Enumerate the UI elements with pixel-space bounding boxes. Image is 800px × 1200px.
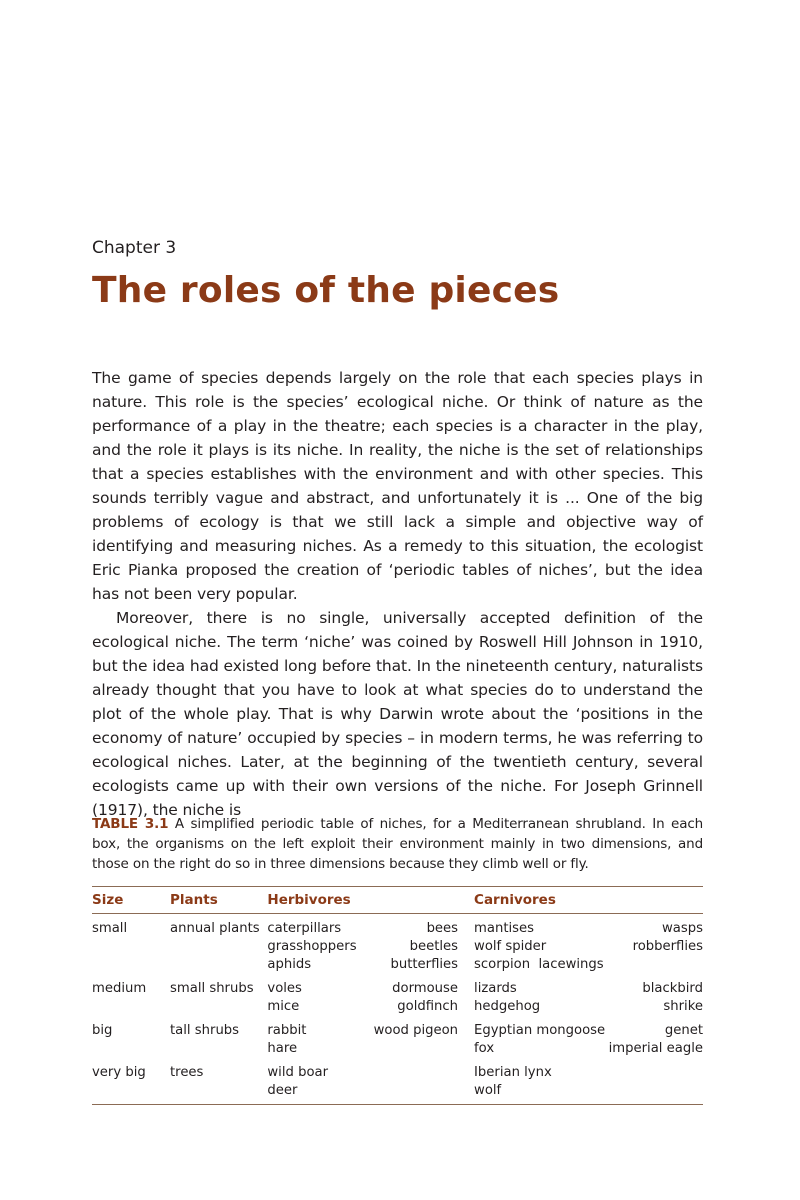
cell-herbivores-air: butterflies [390, 957, 459, 972]
cell-carnivores-ground: Egyptian mongoose [474, 1023, 606, 1038]
cell-plants: annual plants [170, 921, 260, 936]
table-row [92, 914, 703, 939]
header-size: Size [92, 887, 170, 914]
cell-herbivores-ground: aphids [267, 957, 312, 972]
cell-size: small [92, 921, 128, 936]
cell-carnivores-ground: fox [474, 1041, 495, 1056]
cell-herbivores-ground: caterpillars [267, 921, 342, 936]
table-row [92, 1040, 703, 1064]
cell-carnivores-air: genet [664, 1023, 703, 1038]
cell-carnivores-air: robberflies [632, 939, 703, 954]
cell-herbivores-air: goldfinch [397, 999, 459, 1014]
cell-herbivores-air [372, 1082, 474, 1105]
cell-herbivores-air: wood pigeon [373, 1023, 459, 1038]
cell-herbivores-air: beetles [409, 939, 459, 954]
header-plants: Plants [170, 887, 267, 914]
cell-herbivores-ground: wild boar [267, 1065, 329, 1080]
cell-size: medium [92, 981, 147, 996]
cell-plants: tall shrubs [170, 1023, 240, 1038]
cell-carnivores-air: shrike [663, 999, 703, 1014]
cell-plants: trees [170, 1065, 204, 1080]
cell-herbivores-ground: voles [267, 981, 302, 996]
cell-carnivores-ground: scorpion [474, 957, 531, 972]
header-carnivores: Carnivores [474, 887, 703, 914]
cell-carnivores-ground: wolf [474, 1082, 605, 1105]
chapter-title: The roles of the pieces [92, 270, 560, 311]
cell-herbivores-ground: deer [267, 1082, 372, 1105]
body-text [92, 366, 703, 822]
table-row [92, 998, 703, 1022]
cell-carnivores-ground: lizards [474, 981, 517, 996]
cell-carnivores-air: imperial eagle [608, 1041, 703, 1056]
cell-carnivores-air: wasps [662, 921, 703, 936]
table-row [92, 1022, 703, 1040]
cell-herbivores-ground: hare [267, 1041, 298, 1056]
cell-carnivores-air [605, 1064, 703, 1082]
table-row [92, 1082, 703, 1105]
cell-carnivores-air: lacewings [538, 957, 604, 972]
table-caption [92, 814, 703, 874]
cell-size: very big [92, 1065, 146, 1080]
paragraph-2: Moreover, there is no single, universally accepted definition of the ecological niche. The term ‘niche’ was coined by Roswell Hill Johnson in 1910, but the idea had existed long before that. In the nineteenth century, naturalists already thought that you have to look at what species do to understand the plot of the whole play. That is why Darwin wrote about the ‘positions in the economy of nature’ occupied by species – in modern terms, he was referring to ecological niches. Later, at the beginning of the twentieth century, several ecologists came up with their own versions of the niche. For Joseph Grinnell (1917), the niche is [92, 609, 703, 819]
cell-herbivores-air [372, 1064, 474, 1082]
paragraph-1: The game of species depends largely on the role that each species plays in nature. This role is the species’ ecological niche. Or think of nature as the performance of a play in the theatre; each species is a character in the play, and the role it plays is its niche. In reality, the niche is the set of relationships that a species establishes with the environment and with other species. This sounds terribly vague and abstract, and unfortunately it is ... One of the big problems of ecology is that we still lack a simple and objective way of identifying and measuring niches. As a remedy to this situation, the ecologist Eric Pianka proposed the creation of ‘periodic tables of niches’, but the idea has not been very popular. [92, 369, 703, 603]
table-row [92, 1064, 703, 1082]
cell-carnivores-ground: mantises [474, 921, 535, 936]
cell-herbivores-air: bees [426, 921, 459, 936]
table-row [92, 956, 703, 980]
header-herbivores: Herbivores [267, 887, 474, 914]
cell-carnivores-ground: wolf spider [474, 939, 547, 954]
cell-herbivores-air [372, 1040, 474, 1064]
cell-carnivores-combined [474, 956, 703, 980]
table-caption-label: TABLE 3.1 [92, 816, 169, 832]
niche-table [92, 886, 703, 1105]
cell-herbivores-ground: rabbit [267, 1023, 307, 1038]
chapter-label: Chapter 3 [92, 238, 177, 258]
cell-herbivores-ground: grasshoppers [267, 939, 357, 954]
table-header-row [92, 887, 703, 914]
table-caption-text: A simplified periodic table of niches, for a Mediterranean shrubland. In each box, the organisms on the left exploit their environment mainly in two dimensions, and those on the right do so in three dimensions because they climb well or fly. [92, 816, 703, 872]
cell-carnivores-ground: Iberian lynx [474, 1065, 552, 1080]
cell-plants: small shrubs [170, 981, 254, 996]
cell-carnivores-air [605, 1082, 703, 1105]
cell-herbivores-ground: mice [267, 999, 300, 1014]
table-row [92, 938, 703, 956]
cell-carnivores-air: blackbird [642, 981, 703, 996]
cell-size: big [92, 1023, 113, 1038]
table-row [92, 980, 703, 998]
cell-herbivores-air: dormouse [392, 981, 459, 996]
cell-carnivores-ground: hedgehog [474, 999, 541, 1014]
